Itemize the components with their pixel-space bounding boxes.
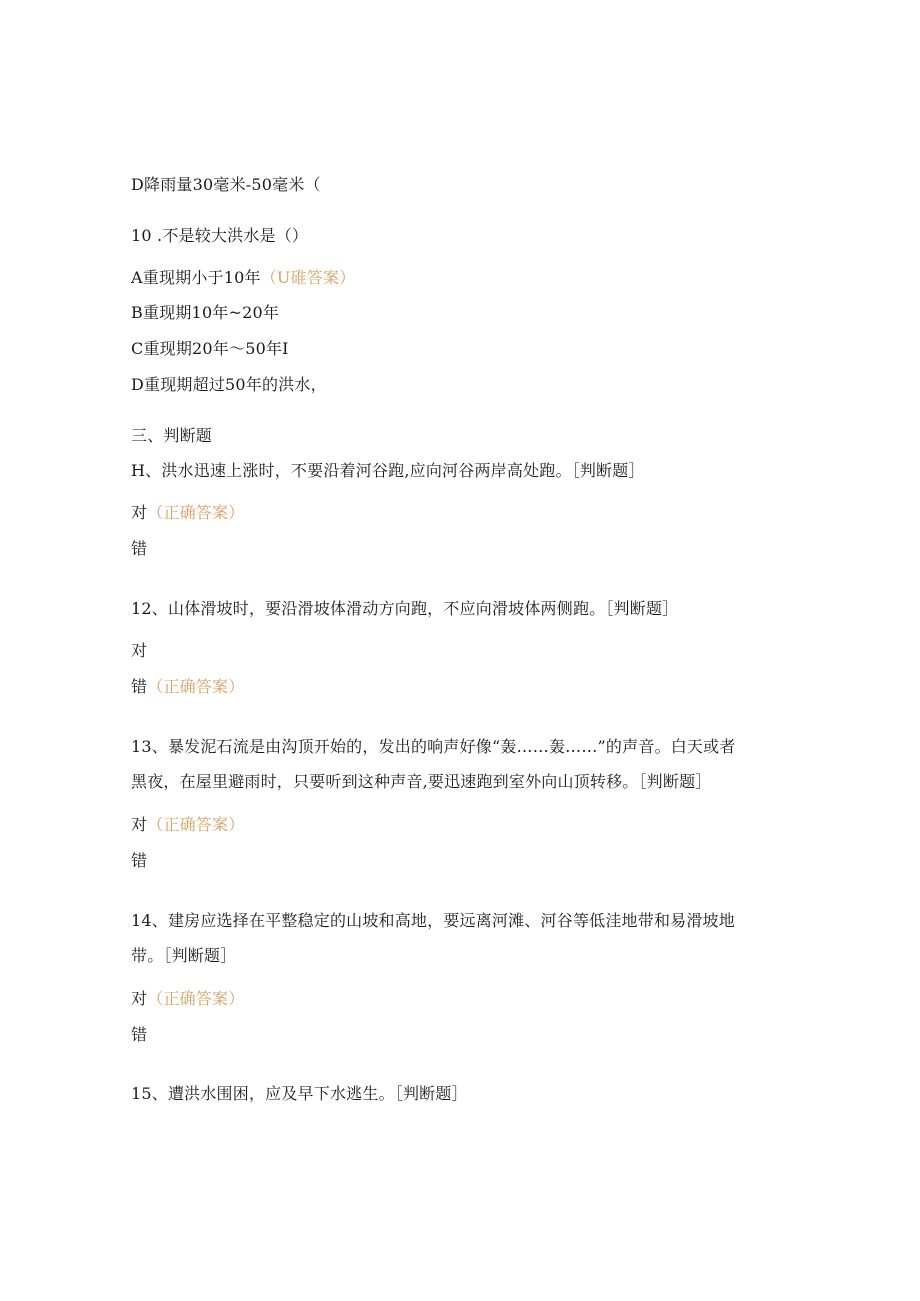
q11-option-false[interactable]: 错 [131,539,148,558]
q14-option-false[interactable]: 错 [131,1025,148,1044]
q12-option-false[interactable] [131,677,244,697]
q10-option-a[interactable] [131,268,355,288]
q13-true-label: 对 [131,815,148,834]
q12-option-true[interactable]: 对 [131,641,148,660]
q10-question: 10 .不是较大洪水是（） [131,226,309,245]
q10-option-b[interactable]: B重现期10年~20年 [131,303,280,322]
q14-true-answer-mark: （正确答案） [147,989,245,1008]
q13-question-line2: 黑夜，在屋里避雨时，只要听到这种声音,要迅速跑到室外向山顶转移。［判断题］ [131,772,712,791]
q10-option-a-label: A重现期小于10年 [131,268,261,287]
q14-question-line2: 带。［判断题］ [131,946,237,965]
q10-option-a-answer-mark: （U碓答案） [260,268,356,287]
section-title: 三、判断题 [131,426,213,445]
q9-option-d[interactable]: D降雨量30毫米-50毫米（ [131,175,321,194]
q10-option-c[interactable]: C重现期20年～50年I [131,339,289,358]
q11-true-answer-mark: （正确答案） [147,503,245,522]
q12-false-answer-mark: （正确答案） [147,677,245,696]
q14-option-true[interactable] [131,989,244,1009]
q11-option-true[interactable] [131,503,244,523]
q13-option-true[interactable] [131,815,244,835]
q12-false-label: 错 [131,677,148,696]
q12-question: 12、山体滑坡时，要沿滑坡体滑动方向跑，不应向滑坡体两侧跑。［判断题］ [131,599,679,618]
q13-true-answer-mark: （正确答案） [147,815,245,834]
q11-true-label: 对 [131,503,148,522]
q15-question: 15、遭洪水围困，应及早下水逃生。［判断题］ [131,1084,468,1103]
q13-option-false[interactable]: 错 [131,851,148,870]
q10-option-d[interactable]: D重现期超过50年的洪水， [131,375,327,394]
q14-true-label: 对 [131,989,148,1008]
q14-question-line1: 14、建房应选择在平整稳定的山坡和高地，要远离河滩、河谷等低洼地带和易滑坡地 [131,911,735,930]
q13-question-line1: 13、暴发泥石流是由沟顶开始的，发出的响声好像“轰……轰……”的声音。白天或者 [131,737,736,756]
q11-question: H、洪水迅速上涨时，不要沿着河谷跑,应向河谷两岸高处跑。［判断题］ [131,461,645,480]
